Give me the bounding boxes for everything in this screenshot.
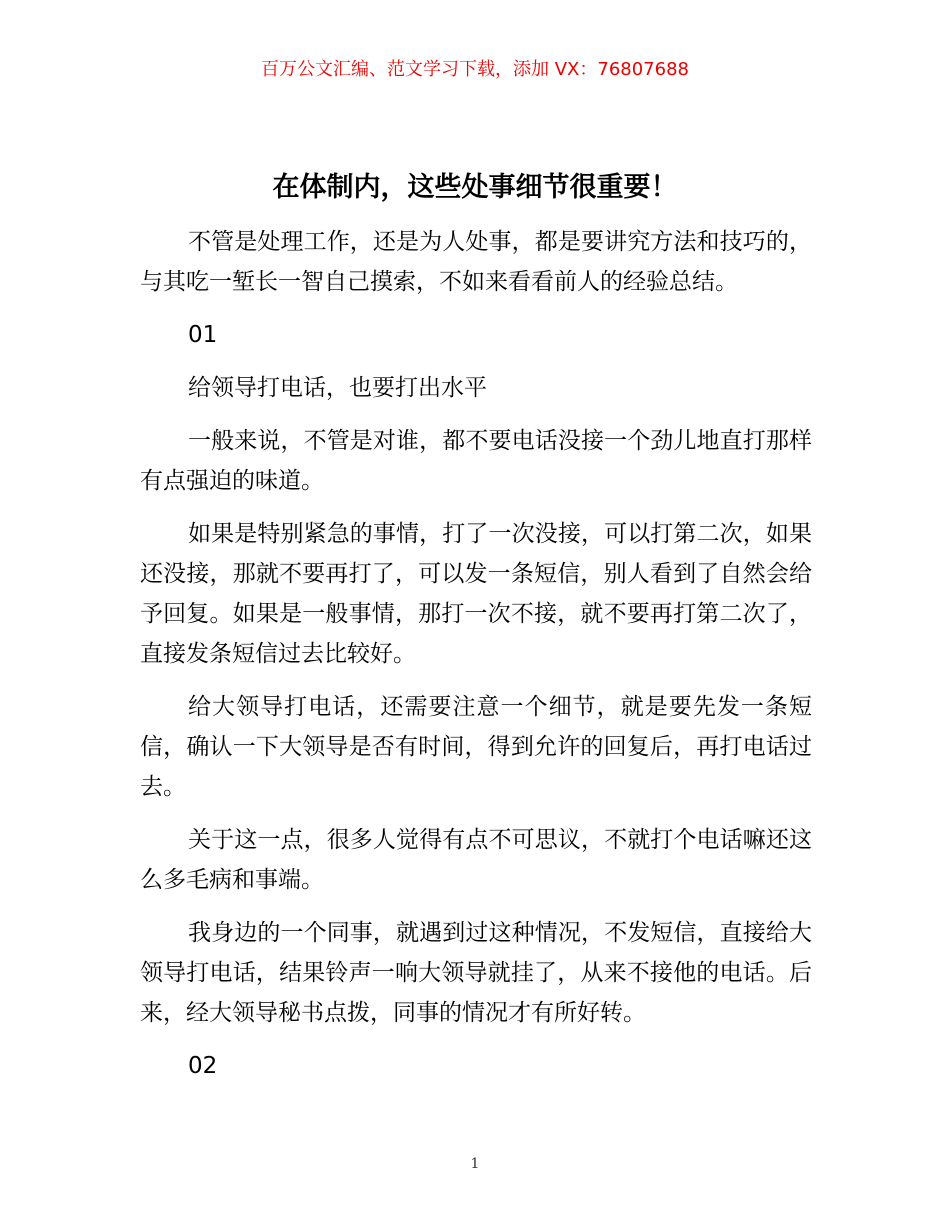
paragraph: 给大领导打电话，还需要注意一个细节，就是要先发一条短信，确认一下大领导是否有时间，得到允许的回复后，再打电话过去。 bbox=[140, 694, 812, 800]
document-body bbox=[140, 222, 812, 1099]
section-number-01: 01 bbox=[188, 322, 218, 348]
paragraph: 关于这一点，很多人觉得有点不可思议，不就打个电话嘛还这么多毛病和事端。 bbox=[140, 827, 812, 893]
document-title: 在体制内，这些处事细节很重要！ bbox=[272, 172, 678, 203]
paragraph: 一般来说，不管是对谁，都不要电话没接一个劲儿地直打那样有点强迫的味道。 bbox=[140, 428, 812, 494]
paragraph-intro: 不管是处理工作，还是为人处事，都是要讲究方法和技巧的，与其吃一堑长一智自己摸索，不如来看看前人的经验总结。 bbox=[140, 229, 812, 295]
header-banner: 百万公文汇编、范文学习下载，添加 VX：76807688 bbox=[261, 59, 689, 80]
page-number: 1 bbox=[470, 1156, 480, 1172]
section-heading: 给领导打电话，也要打出水平 bbox=[188, 375, 487, 401]
paragraph: 如果是特别紧急的事情，打了一次没接，可以打第二次，如果还没接，那就不要再打了，可以发一条短信，别人看到了自然会给予回复。如果是一般事情，那打一次不接，就不要再打第二次了，直接发条短信过去比较好。 bbox=[140, 521, 812, 667]
paragraph: 我身边的一个同事，就遇到过这种情况，不发短信，直接给大领导打电话，结果铃声一响大领导就挂了，从来不接他的电话。后来，经大领导秘书点拨，同事的情况才有所好转。 bbox=[140, 920, 812, 1026]
section-number-02: 02 bbox=[188, 1053, 218, 1079]
